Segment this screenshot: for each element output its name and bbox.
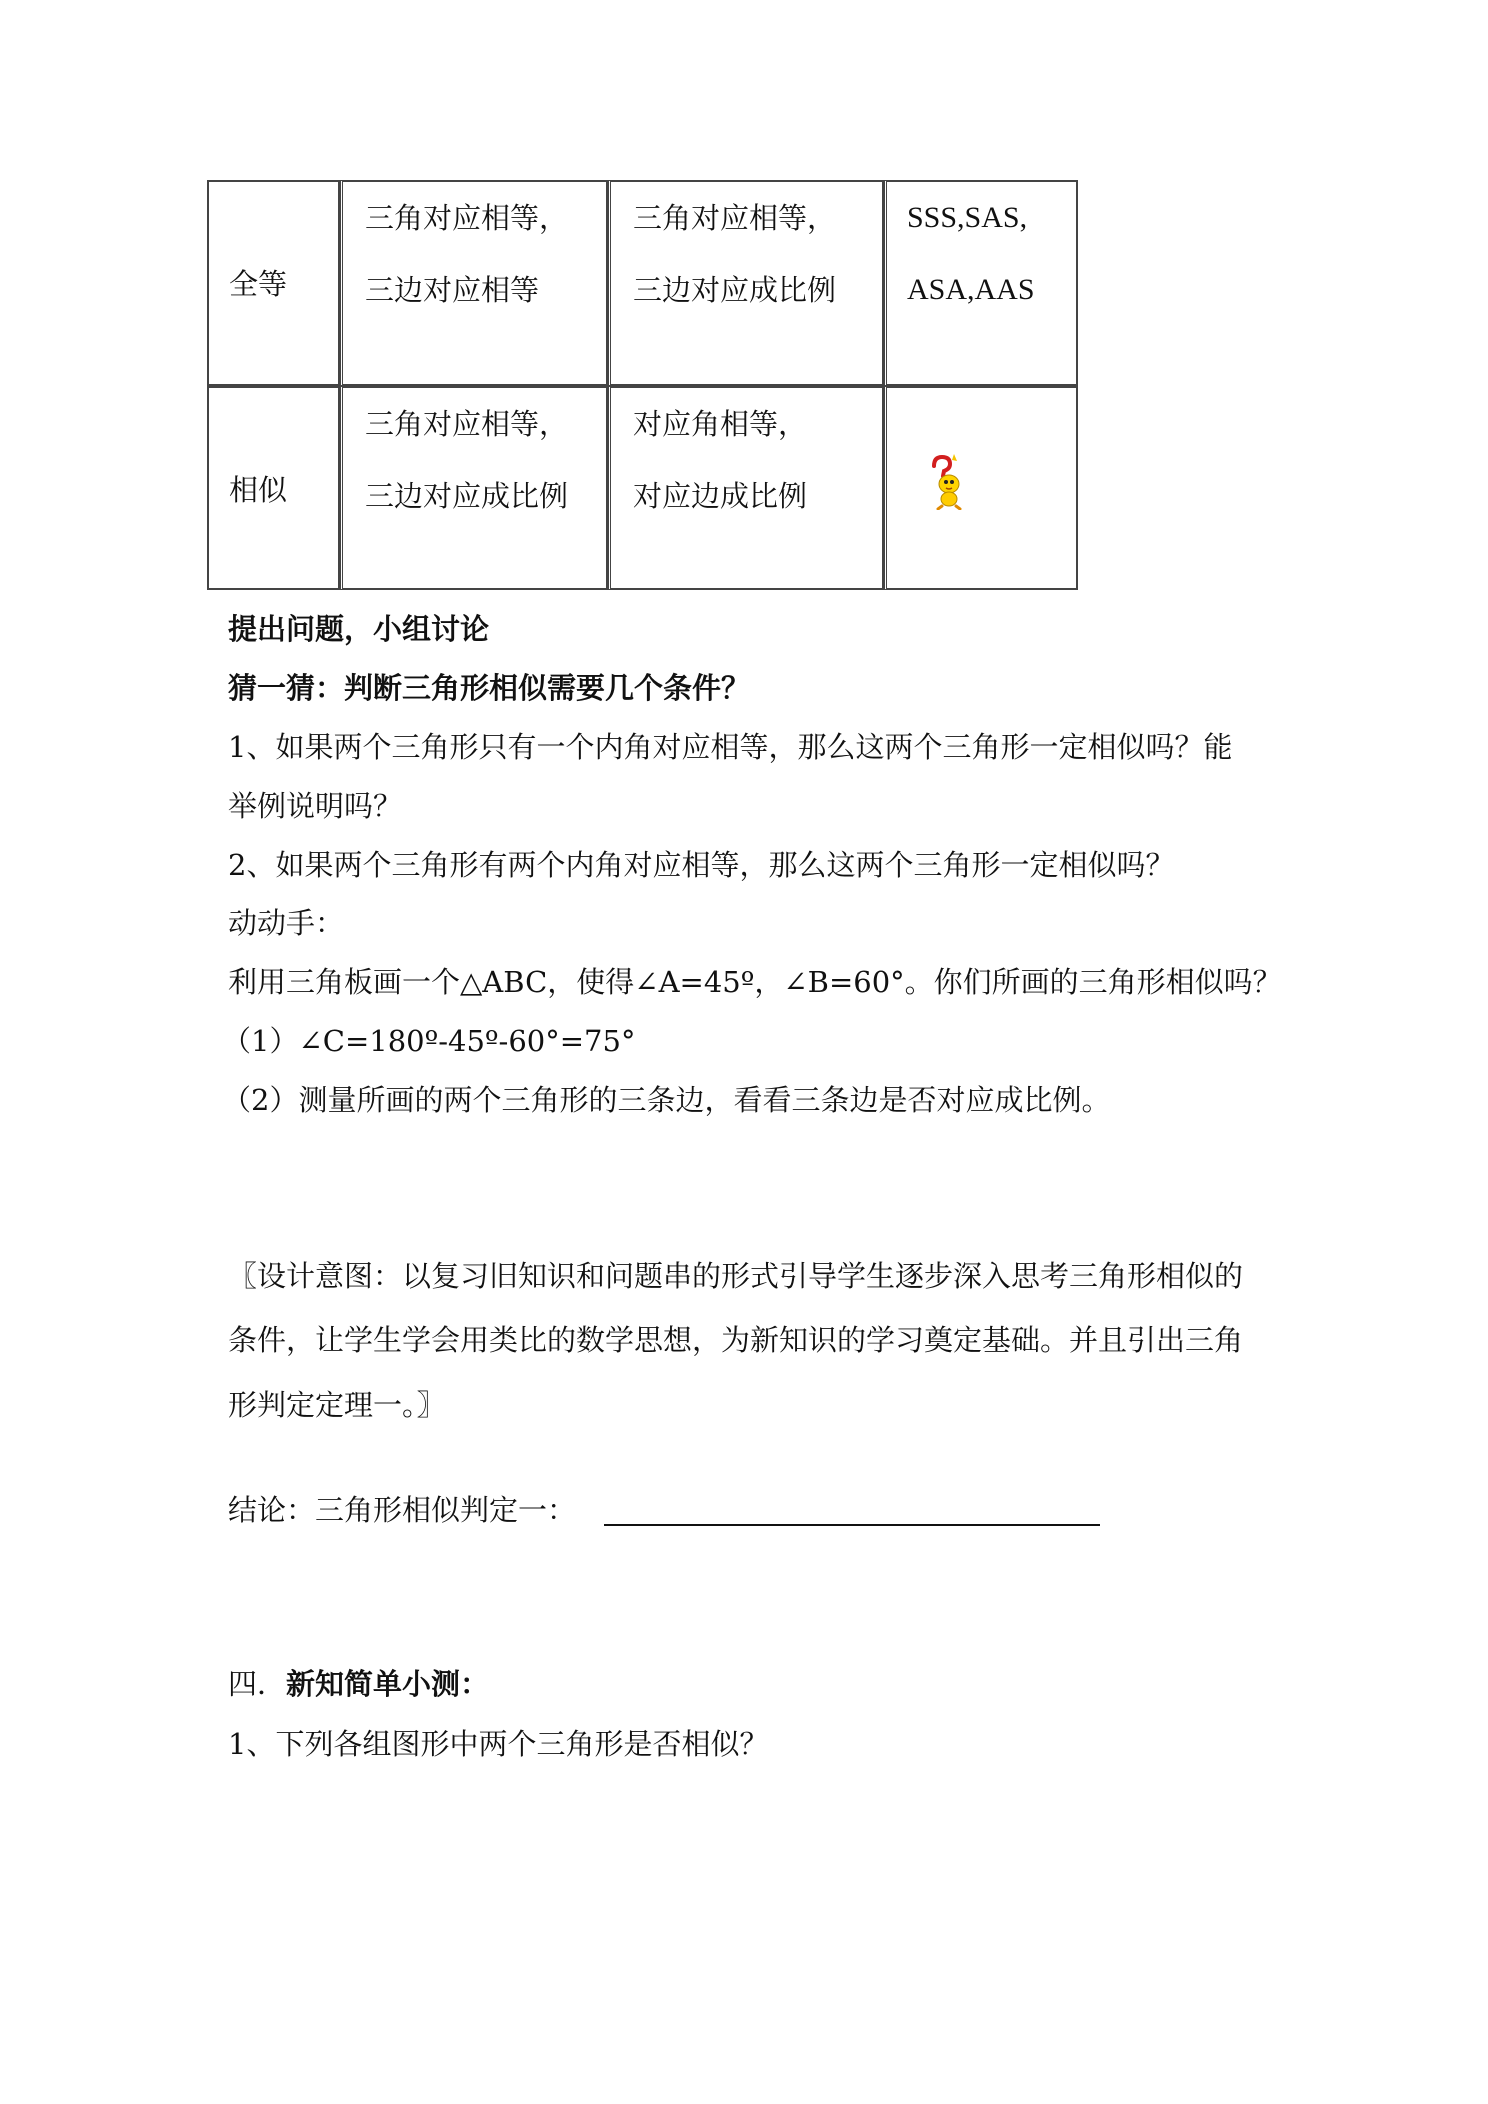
cell-line: ASA,AAS (907, 273, 1035, 306)
cell-line: 三角对应相等， (365, 201, 569, 235)
row-label-cell (207, 386, 340, 590)
step-2: （2）测量所画的两个三角形的三条边，看看三条边是否对应成比例。 (222, 1083, 1111, 1117)
section-title: 新知简单小测： (286, 1667, 490, 1701)
cell-line: SSS,SAS, (907, 201, 1028, 234)
row-label: 相似 (229, 473, 288, 507)
section-4-heading (228, 1664, 489, 1704)
table-row-congruent (207, 180, 1078, 386)
design-intent-line-2: 条件，让学生学会用类比的数学思想，为新知识的学习奠定基础。并且引出三角 (228, 1323, 1244, 1357)
cell-line: 三边对应成比例 (365, 479, 569, 513)
cell-line: 对应边成比例 (633, 479, 808, 513)
conclusion-label: 结论：三角形相似判定一： (228, 1493, 577, 1527)
angle-condition-cell (340, 180, 608, 386)
design-intent-line-3: 形判定定理一。〗 (228, 1388, 446, 1422)
question-mascot-icon (925, 454, 965, 510)
angle-condition-cell (340, 386, 608, 590)
criteria-cell (884, 180, 1078, 386)
section-number: 四． (228, 1667, 287, 1701)
conclusion-answer-blank (604, 1524, 1100, 1526)
cell-line: 三角对应相等， (365, 407, 569, 441)
cell-line: 对应角相等， (633, 407, 808, 441)
definition-cell (608, 180, 884, 386)
question-1-line-1: 1、如果两个三角形只有一个内角对应相等，那么这两个三角形一定相似吗？能 (228, 730, 1233, 764)
row-label-cell (207, 180, 340, 386)
question-2: 2、如果两个三角形有两个内角对应相等，那么这两个三角形一定相似吗？ (228, 848, 1175, 882)
test-question-1: 1、下列各组图形中两个三角形是否相似？ (228, 1727, 769, 1761)
row-label: 全等 (229, 267, 288, 301)
definition-cell (608, 386, 884, 590)
cell-line: 三边对应相等 (365, 273, 540, 307)
step-1: （1）∠C=180º-45º-60°=75° (222, 1024, 636, 1058)
design-intent-line-1: 〖设计意图：以复习旧知识和问题串的形式引导学生逐步深入思考三角形相似的 (228, 1259, 1244, 1293)
question-1-line-2: 举例说明吗？ (228, 789, 403, 823)
table-row-similar (207, 386, 1078, 590)
hands-on-heading: 动动手： (228, 906, 345, 940)
cell-line: 三边对应成比例 (633, 273, 837, 307)
comparison-table (207, 180, 1078, 590)
cell-line: 三角对应相等， (633, 201, 837, 235)
criteria-cell (884, 386, 1078, 590)
guess-heading: 猜一猜：判断三角形相似需要几个条件？ (228, 671, 751, 705)
discussion-heading: 提出问题，小组讨论 (228, 612, 490, 646)
drawing-task: 利用三角板画一个△ABC，使得∠A=45º，∠B=60°。你们所画的三角形相似吗？ (228, 965, 1282, 999)
